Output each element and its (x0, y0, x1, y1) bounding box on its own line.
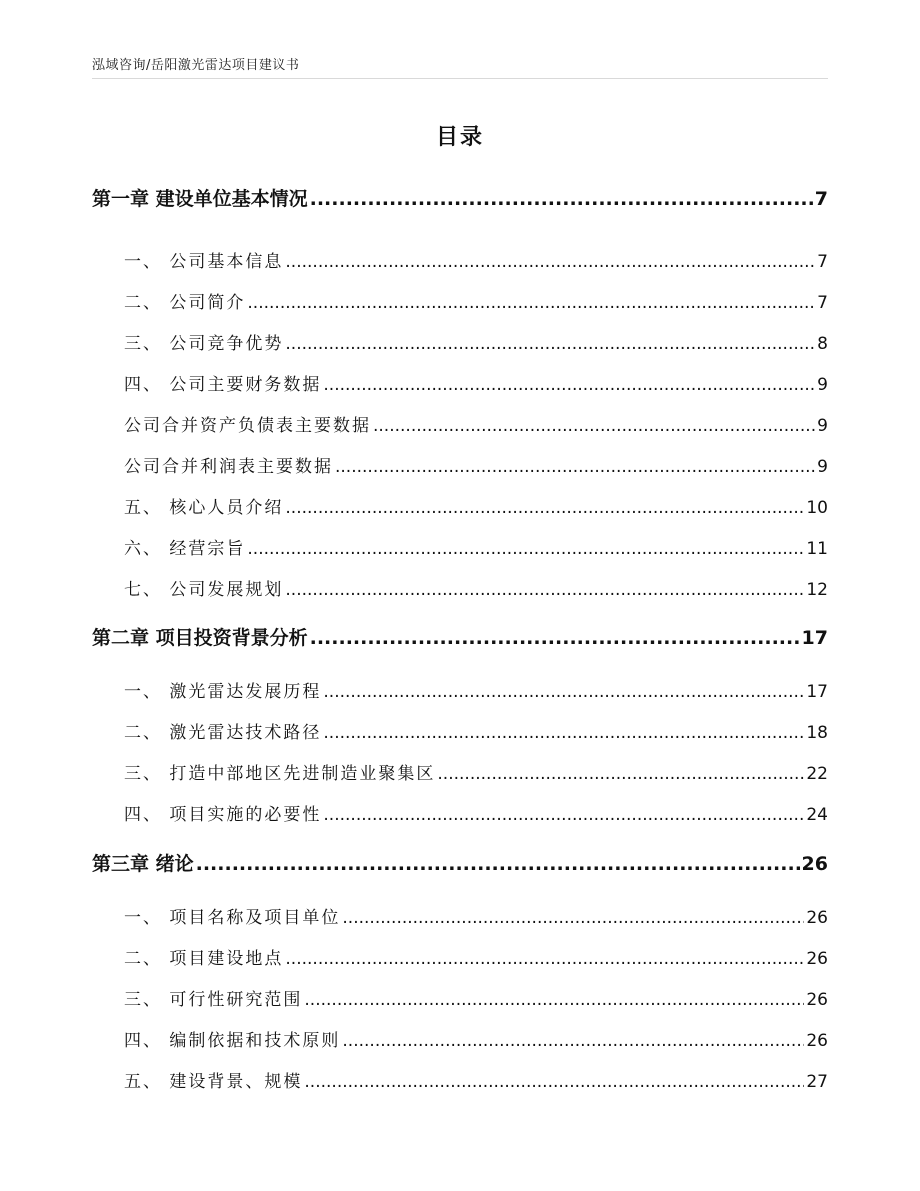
toc-entry-page: 10 (806, 498, 828, 518)
toc-entry-page: 11 (806, 539, 828, 559)
toc-entry-page: 26 (806, 990, 828, 1010)
toc-entry-page: 22 (806, 764, 828, 784)
toc-entry-page: 9 (817, 375, 828, 395)
dot-leader (285, 498, 804, 518)
toc-entry-page: 9 (817, 416, 828, 436)
toc-entry-label: 三、 打造中部地区先进制造业聚集区 (124, 764, 436, 784)
dot-leader (342, 1031, 804, 1051)
toc-entry-section[interactable] (124, 985, 828, 1010)
toc-entry-label: 二、 公司简介 (124, 293, 246, 313)
toc-entry-label: 三、 公司竞争优势 (124, 334, 284, 354)
toc-entry-page: 7 (817, 252, 828, 272)
toc-entry-section[interactable] (124, 370, 828, 395)
toc-entry-page: 7 (817, 293, 828, 313)
toc-entry-chapter[interactable] (92, 184, 828, 211)
dot-leader (373, 416, 815, 436)
toc-entry-section[interactable] (124, 452, 828, 477)
dot-leader (335, 457, 815, 477)
toc-entry-label: 四、 项目实施的必要性 (124, 805, 322, 825)
toc-entry-section[interactable] (124, 944, 828, 969)
toc-entry-chapter[interactable] (92, 623, 828, 650)
toc-entry-section[interactable] (124, 718, 828, 743)
toc-entry-label: 五、 核心人员介绍 (124, 498, 284, 518)
dot-leader (323, 723, 804, 743)
dot-leader (323, 375, 815, 395)
toc-entry-label: 六、 经营宗旨 (124, 539, 246, 559)
toc-entry-page: 8 (817, 334, 828, 354)
toc-entry-section[interactable] (124, 329, 828, 354)
toc-entry-section[interactable] (124, 1026, 828, 1051)
toc-entry-section[interactable] (124, 575, 828, 600)
toc-entry-chapter[interactable] (92, 849, 828, 876)
dot-leader (304, 990, 804, 1010)
toc-entry-page: 26 (806, 908, 828, 928)
toc-entry-page: 17 (806, 682, 828, 702)
header-divider (92, 78, 828, 79)
toc-entry-label: 公司合并利润表主要数据 (124, 457, 333, 477)
toc-entry-page: 27 (806, 1072, 828, 1092)
toc-entry-page: 26 (801, 853, 828, 875)
toc-entry-label: 二、 激光雷达技术路径 (124, 723, 322, 743)
toc-entry-label: 四、 编制依据和技术原则 (124, 1031, 341, 1051)
toc-entry-page: 26 (806, 949, 828, 969)
toc-entry-label: 第三章 绪论 (92, 853, 194, 875)
toc-entry-label: 四、 公司主要财务数据 (124, 375, 322, 395)
toc-entry-label: 二、 项目建设地点 (124, 949, 284, 969)
toc-entry-section[interactable] (124, 247, 828, 272)
dot-leader (310, 627, 800, 649)
toc-entry-section[interactable] (124, 493, 828, 518)
dot-leader (304, 1072, 804, 1092)
toc-entry-label: 五、 建设背景、规模 (124, 1072, 303, 1092)
toc-entry-label: 第一章 建设单位基本情况 (92, 188, 308, 210)
toc-entry-section[interactable] (124, 288, 828, 313)
dot-leader (247, 293, 815, 313)
toc-entry-page: 24 (806, 805, 828, 825)
toc-entry-page: 17 (801, 627, 828, 649)
toc-entry-page: 26 (806, 1031, 828, 1051)
toc-entry-section[interactable] (124, 800, 828, 825)
toc-entry-page: 7 (814, 188, 828, 210)
page-header: 泓域咨询/岳阳激光雷达项目建议书 (92, 58, 300, 73)
dot-leader (196, 853, 800, 875)
toc-entry-label: 公司合并资产负债表主要数据 (124, 416, 371, 436)
toc-entry-label: 一、 公司基本信息 (124, 252, 284, 272)
toc-entry-section[interactable] (124, 759, 828, 784)
toc-entry-page: 9 (817, 457, 828, 477)
toc-entry-page: 12 (806, 580, 828, 600)
toc-title: 目录 (435, 125, 484, 150)
dot-leader (310, 188, 813, 210)
toc-entry-section[interactable] (124, 411, 828, 436)
toc-entry-label: 第二章 项目投资背景分析 (92, 627, 308, 649)
toc-entry-section[interactable] (124, 1067, 828, 1092)
dot-leader (285, 252, 815, 272)
dot-leader (323, 805, 804, 825)
toc-entry-label: 三、 可行性研究范围 (124, 990, 303, 1010)
toc-entry-section[interactable] (124, 903, 828, 928)
toc-entry-label: 一、 项目名称及项目单位 (124, 908, 341, 928)
dot-leader (285, 334, 815, 354)
dot-leader (247, 539, 804, 559)
dot-leader (285, 580, 804, 600)
dot-leader (285, 949, 804, 969)
dot-leader (323, 682, 804, 702)
dot-leader (342, 908, 804, 928)
toc-entry-section[interactable] (124, 534, 828, 559)
toc-entry-section[interactable] (124, 677, 828, 702)
dot-leader (437, 764, 804, 784)
toc-entry-label: 一、 激光雷达发展历程 (124, 682, 322, 702)
toc-entry-label: 七、 公司发展规划 (124, 580, 284, 600)
toc-entry-page: 18 (806, 723, 828, 743)
